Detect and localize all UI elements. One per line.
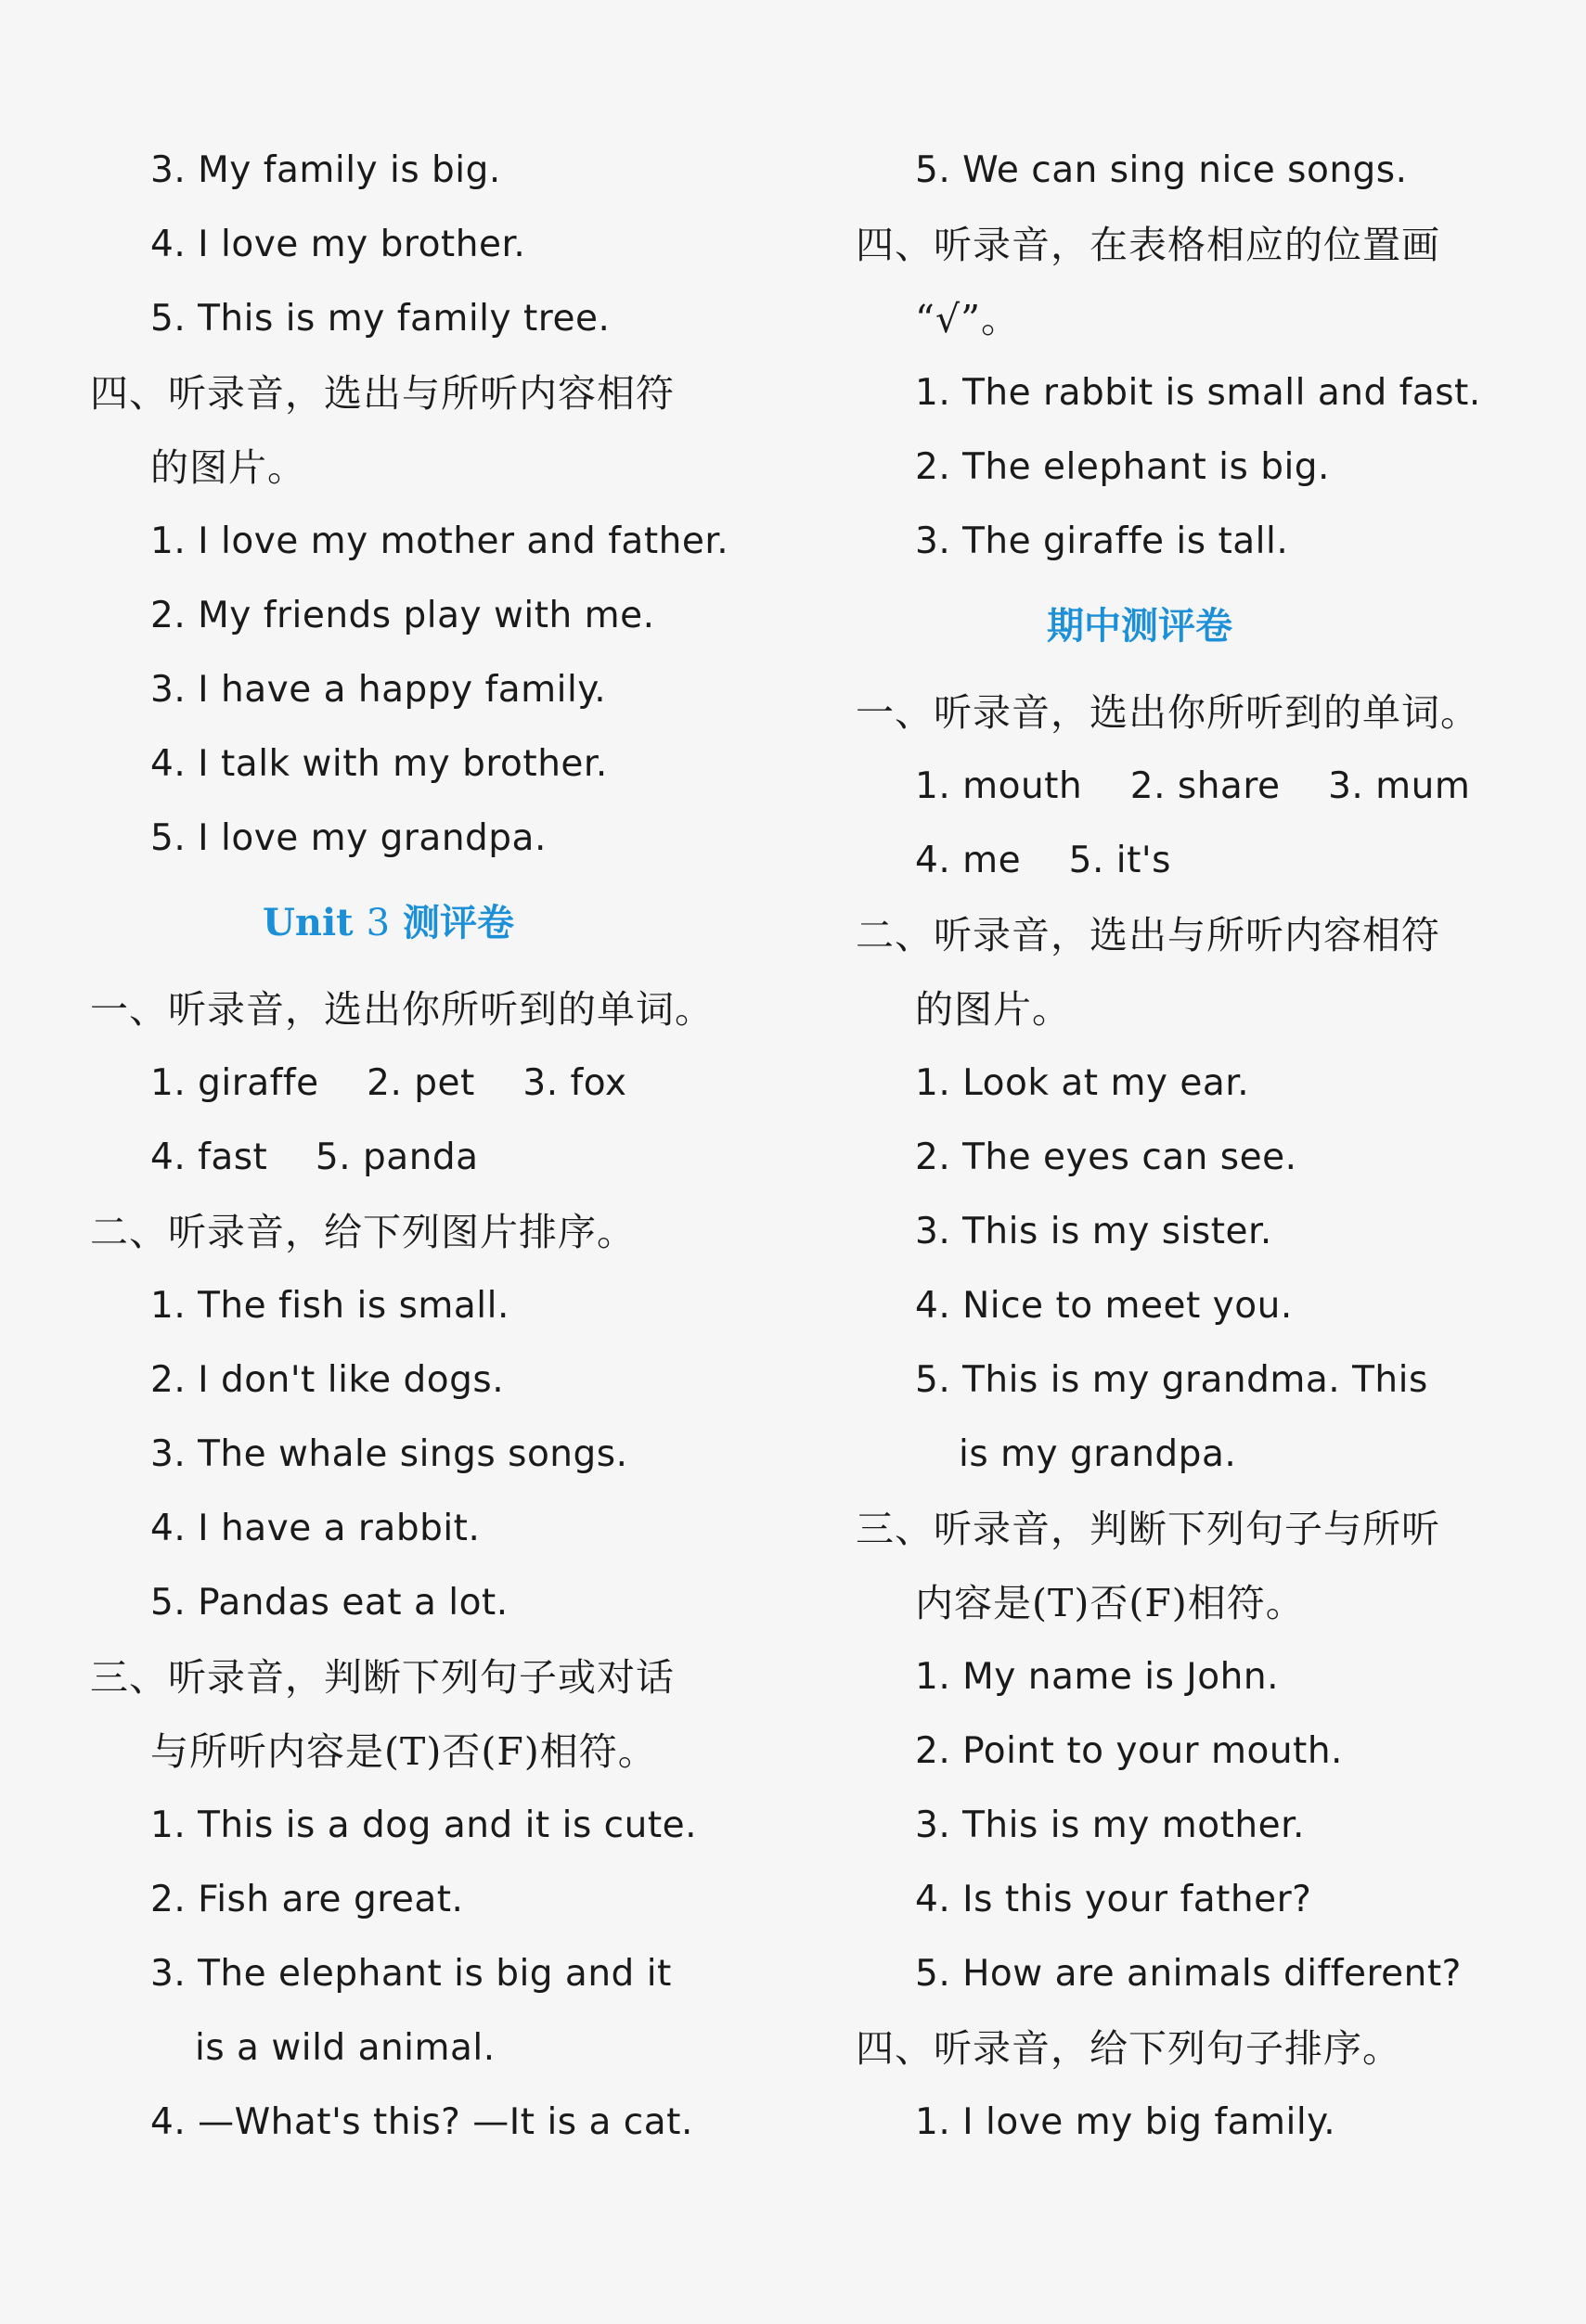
word-list: 1. mouth 2. share 3. mum [915, 765, 1471, 807]
listening-line-continued: is a wild animal. [195, 2027, 496, 2069]
section-instruction: 二、听录音，给下列图片排序。 [90, 1210, 636, 1254]
unit3-heading [263, 895, 514, 951]
right-column [798, 0, 1541, 2324]
listening-line: 1. This is a dog and it is cute. [150, 1804, 698, 1846]
listening-line: 1. I love my big family. [915, 2101, 1336, 2143]
listening-line: 1. The fish is small. [150, 1285, 509, 1327]
section-instruction: 一、听录音，选出你所听到的单词。 [856, 690, 1479, 735]
listening-line: 3. The giraffe is tall. [915, 520, 1289, 562]
listening-line: 3. I have a happy family. [150, 669, 607, 711]
listening-line: 3. My family is big. [150, 149, 501, 191]
listening-line: 3. The whale sings songs. [150, 1433, 628, 1475]
listening-line: 2. Point to your mouth. [915, 1730, 1343, 1772]
listening-line: 4. Is this your father? [915, 1879, 1312, 1920]
section-instruction-continued: 的图片。 [915, 987, 1071, 1032]
section-instruction-continued: 内容是(T)否(F)相符。 [915, 1581, 1305, 1625]
listening-line: 1. I love my mother and father. [150, 520, 729, 562]
listening-line: 5. This is my grandma. This [915, 1359, 1428, 1401]
unit3-heading-prefix: Unit [263, 901, 367, 944]
word-list: 4. fast 5. panda [150, 1136, 479, 1178]
listening-line: 5. How are animals different? [915, 1953, 1462, 1995]
section-instruction: 三、听录音，判断下列句子与所听 [856, 1507, 1440, 1551]
listening-line: 2. The eyes can see. [915, 1136, 1297, 1178]
listening-line: 4. Nice to meet you. [915, 1285, 1293, 1327]
section-instruction: 二、听录音，选出与所听内容相符 [856, 913, 1440, 957]
section-instruction-continued: 的图片。 [150, 445, 306, 490]
left-column [0, 0, 742, 2324]
listening-line: 1. The rabbit is small and fast. [915, 372, 1481, 414]
listening-line: 1. Look at my ear. [915, 1062, 1250, 1104]
section-instruction: 四、听录音，在表格相应的位置画 [856, 223, 1440, 267]
midterm-heading: 期中测评卷 [1047, 604, 1232, 648]
unit3-heading-number: 3 [366, 902, 391, 944]
word-list: 1. giraffe 2. pet 3. fox [150, 1062, 627, 1104]
listening-line: 5. I love my grandpa. [150, 817, 547, 859]
listening-line: 4. —What's this? —It is a cat. [150, 2101, 693, 2143]
word-list: 4. me 5. it's [915, 840, 1171, 881]
section-instruction: 四、听录音，给下列句子排序。 [856, 2026, 1401, 2071]
listening-line: 3. The elephant is big and it [150, 1953, 672, 1995]
listening-line: 5. Pandas eat a lot. [150, 1582, 509, 1624]
section-instruction-continued: “√”。 [915, 297, 1021, 341]
listening-line-continued: is my grandpa. [959, 1433, 1237, 1475]
listening-line: 3. This is my sister. [915, 1211, 1272, 1252]
listening-line: 1. My name is John. [915, 1656, 1279, 1698]
section-instruction: 三、听录音，判断下列句子或对话 [90, 1655, 675, 1700]
listening-line: 4. I talk with my brother. [150, 743, 608, 785]
section-instruction: 一、听录音，选出你所听到的单词。 [90, 987, 714, 1032]
listening-line: 4. I have a rabbit. [150, 1508, 481, 1549]
listening-line: 2. Fish are great. [150, 1879, 464, 1920]
listening-line: 5. We can sing nice songs. [915, 149, 1408, 191]
listening-line: 3. This is my mother. [915, 1804, 1305, 1846]
listening-line: 4. I love my brother. [150, 224, 526, 265]
unit3-heading-suffix: 测评卷 [390, 901, 514, 944]
section-instruction: 四、听录音，选出与所听内容相符 [90, 371, 675, 416]
section-instruction-continued: 与所听内容是(T)否(F)相符。 [150, 1729, 657, 1774]
listening-line: 5. This is my family tree. [150, 298, 611, 340]
listening-line: 2. My friends play with me. [150, 595, 655, 636]
listening-line: 2. The elephant is big. [915, 446, 1330, 488]
listening-line: 2. I don't like dogs. [150, 1359, 505, 1401]
